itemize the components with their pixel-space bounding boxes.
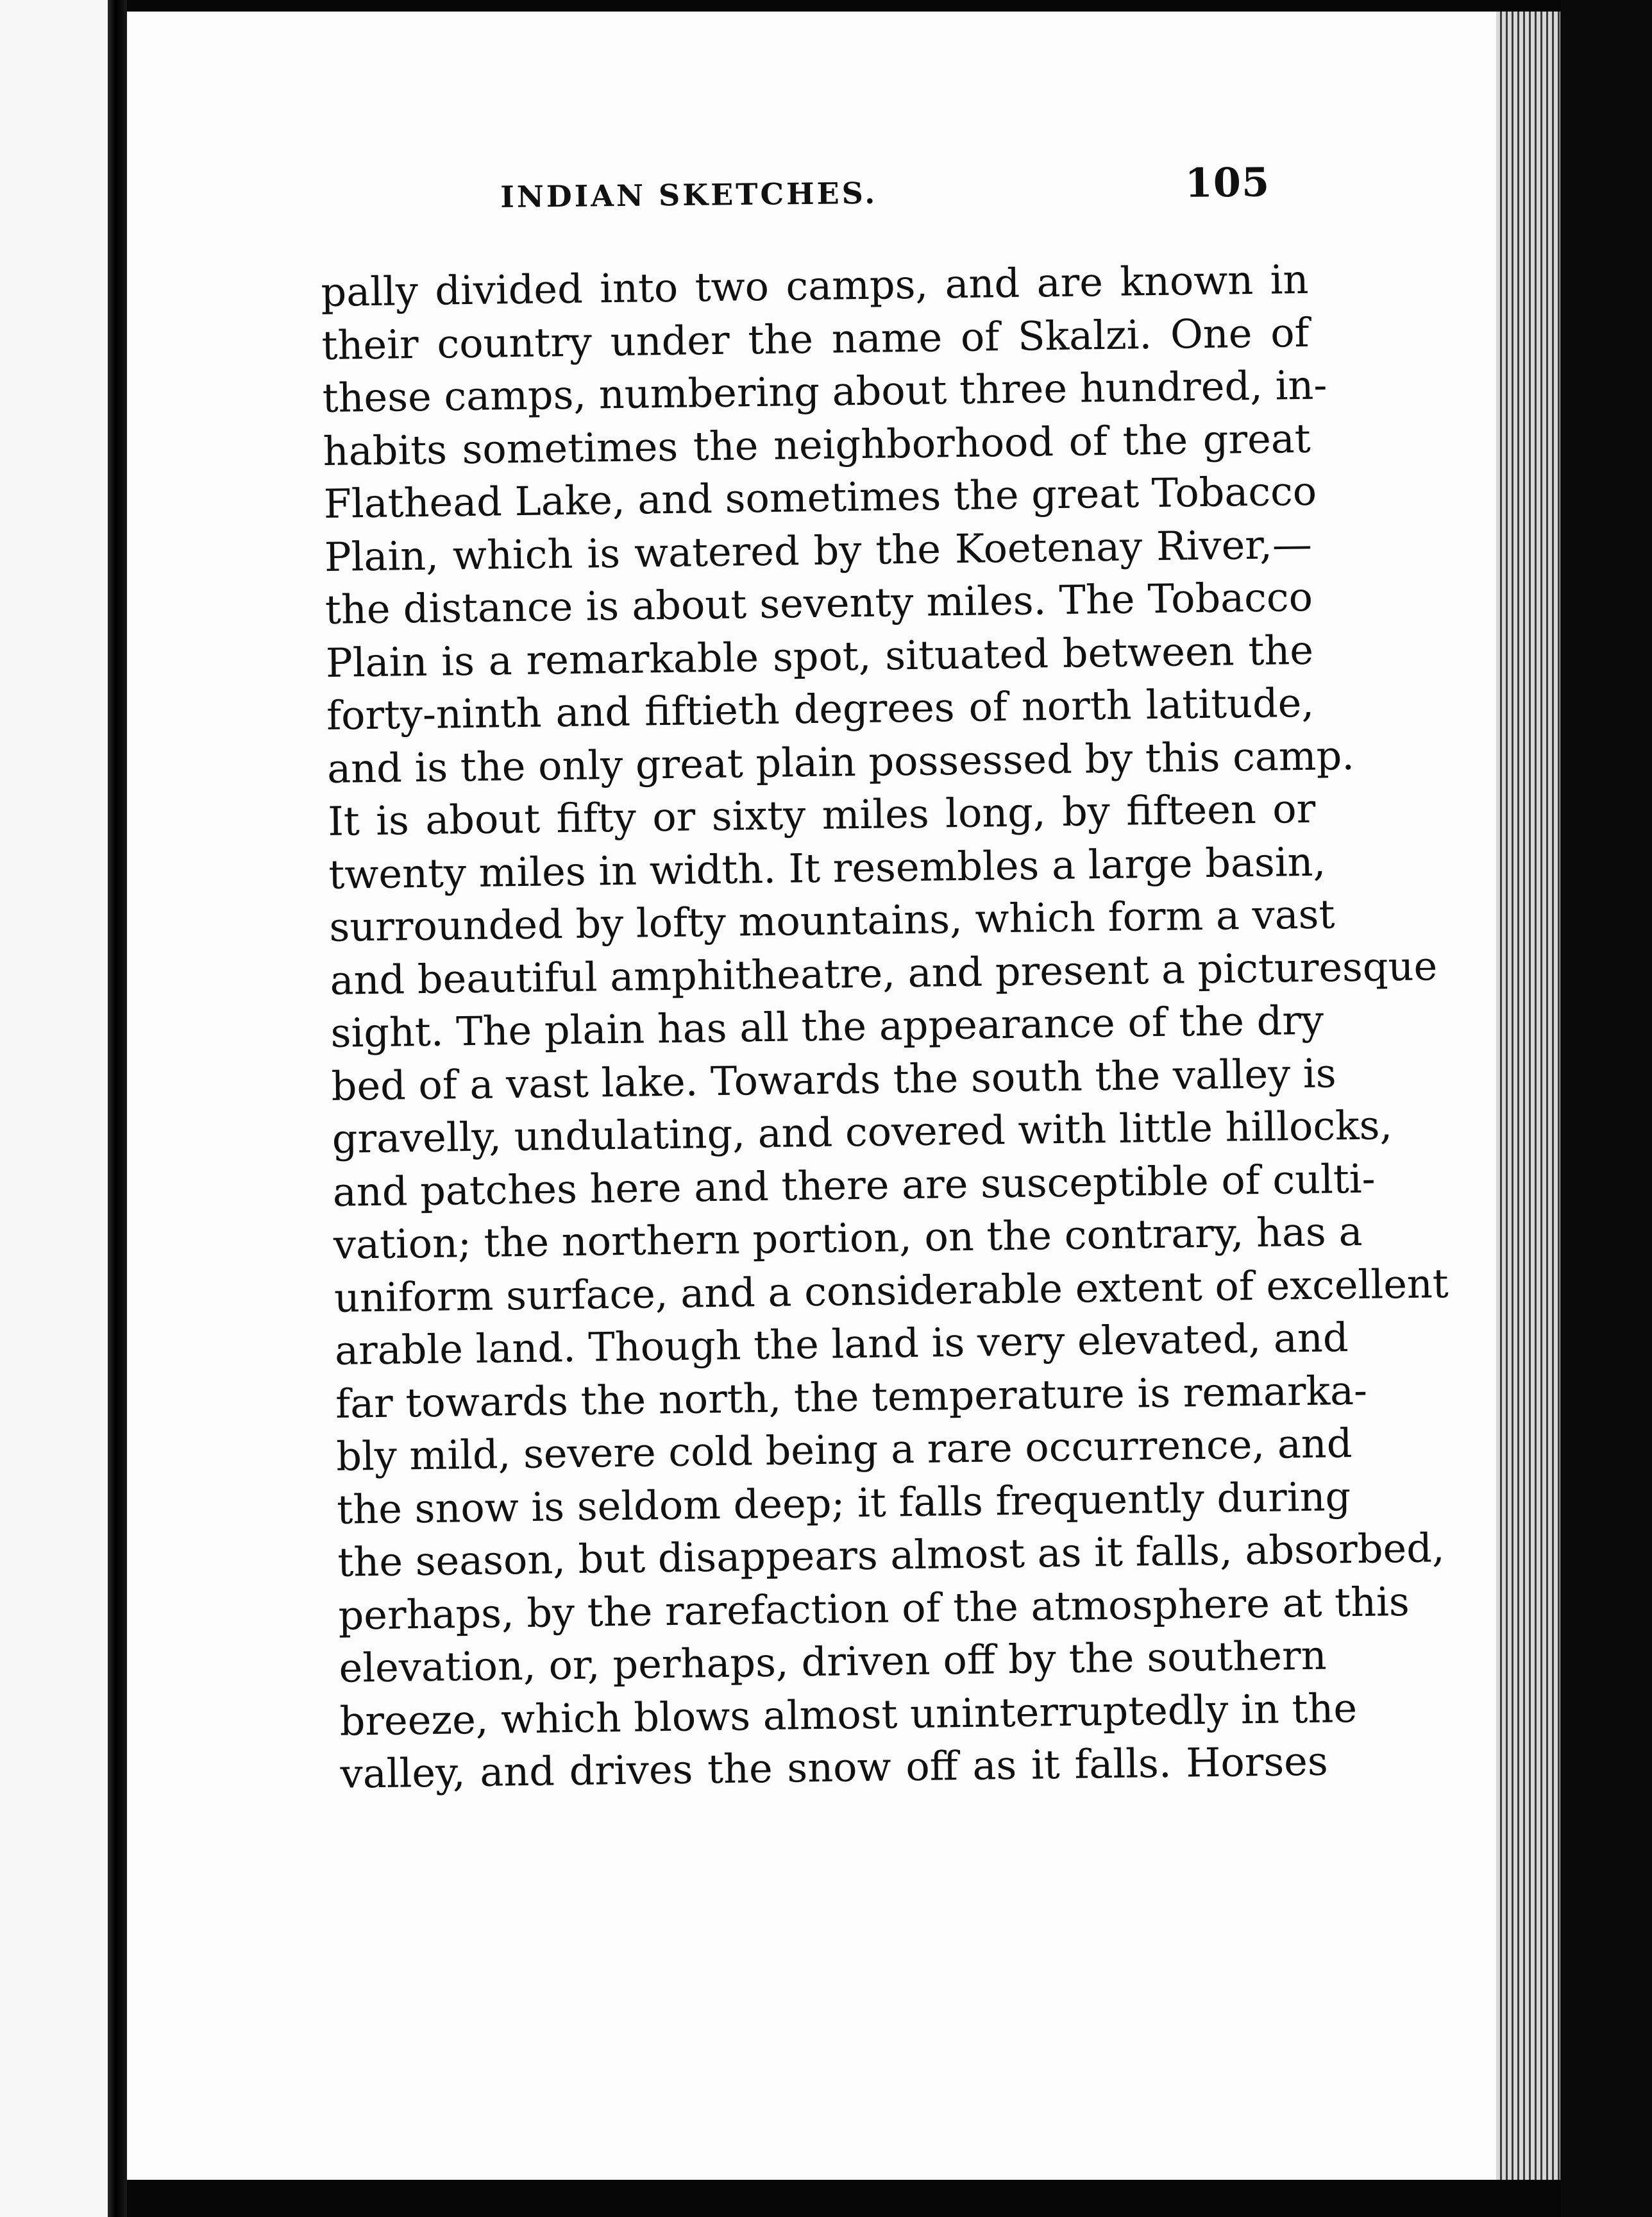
text-line: far towards the north, the temperature is remarka- [335,1366,1368,1427]
text-line: and beautiful amphitheatre, and present a picturesque [330,942,1438,1004]
text-line: gravelly, undulating, and covered with little hillocks, [332,1101,1393,1162]
text-line: the snow is seldom deep; it falls frequently during [336,1472,1351,1533]
text-line: uniform surface, and a considerable extent of excellent [333,1259,1449,1321]
text-line: bed of a vast lake. Towards the south the valley is [331,1049,1337,1110]
text-line: twenty miles in width. It resembles a large basin, [328,838,1326,898]
text-line: surrounded by lofty mountains, which form a vast [329,890,1335,951]
text-line: and is the only great plain possessed by this camp. [326,731,1355,792]
text-line: vation; the northern portion, on the contrary, has a [333,1207,1363,1268]
text-line: bly mild, severe cold being a rare occurrence, and [335,1420,1353,1480]
text-line: Plain is a remarkable spot, situated between the [325,626,1314,686]
text-line: habits sometimes the neighborhood of the great [323,414,1311,475]
text-line: breeze, which blows almost uninterruptedly in the [339,1684,1358,1745]
text-line: forty-ninth and fiftieth degrees of north latitude, [326,679,1315,739]
facing-page-edge [0,0,112,2217]
book-gutter [108,0,127,2217]
running-title: INDIAN SKETCHES. [500,175,878,214]
text-line: valley, and drives the snow off as it falls. Horses [340,1737,1329,1797]
text-line: sight. The plain has all the appearance of the dry [330,996,1324,1057]
body-text [321,253,1449,1801]
text-line: these camps, numbering about three hundred, in- [322,361,1328,421]
text-line: Plain, which is watered by the Koetenay River,— [324,520,1313,581]
text-line: pally divided into two camps, and are known in [321,255,1309,316]
text-line: perhaps, by the rarefaction of the atmosphere at this [338,1577,1410,1639]
text-line: arable land. Though the land is very elevated, and [334,1314,1349,1374]
text-line: Flathead Lake, and sometimes the great Tobacco [323,467,1317,527]
text-line: the season, but disappears almost as it falls, absorbed, [337,1524,1446,1586]
scan-background [1560,0,1652,2217]
page-number: 105 [1184,158,1270,207]
text-line: and patches here and there are susceptible of culti- [332,1155,1376,1216]
text-line: the distance is about seventy miles. The Tobacco [324,573,1313,633]
text-line: It is about fifty or sixty miles long, by fifteen or [327,785,1316,845]
text-line: their country under the name of Skalzi. One of [321,309,1310,369]
text-line: elevation, or, perhaps, driven off by the southern [339,1631,1327,1692]
page-fore-edge [1496,12,1560,2180]
